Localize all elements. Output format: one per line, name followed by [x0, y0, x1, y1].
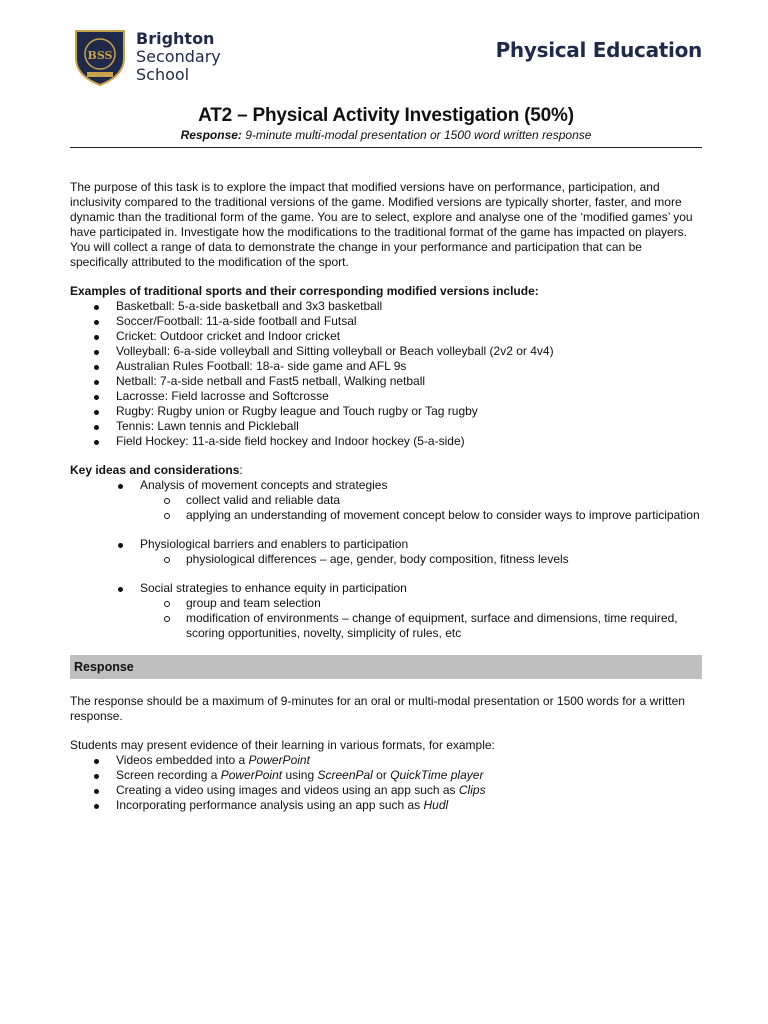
key-idea-title: Analysis of movement concepts and strategies — [140, 478, 388, 492]
school-crest-icon — [73, 28, 127, 86]
list-item: Rugby: Rugby union or Rugby league and Touch rugby or Tag rugby — [70, 404, 702, 419]
key-idea-group — [70, 581, 702, 641]
list-item: Soccer/Football: 11-a-side football and Futsal — [70, 314, 702, 329]
list-item: Tennis: Lawn tennis and Pickleball — [70, 419, 702, 434]
key-idea-group — [70, 478, 702, 523]
list-item: Netball: 7-a-side netball and Fast5 netball, Walking netball — [70, 374, 702, 389]
subtitle-label: Response: — [180, 128, 242, 142]
key-ideas-list — [70, 581, 702, 641]
key-idea-title: Physiological barriers and enablers to participation — [140, 537, 409, 551]
examples-list — [70, 299, 702, 449]
key-ideas-list — [70, 478, 702, 523]
main-content — [70, 180, 702, 813]
school-name-line3: School — [136, 65, 190, 84]
response-paragraph: The response should be a maximum of 9-minutes for an oral or multi-modal presentation or 1500 words for a written response. — [70, 694, 685, 723]
key-ideas-list — [70, 537, 702, 567]
school-name-line1: Brighton — [136, 29, 215, 48]
list-item: Field Hockey: 11-a-side field hockey and Indoor hockey (5-a-side) — [70, 434, 702, 449]
list-item: group and team selection — [140, 596, 702, 611]
key-idea-group — [70, 537, 702, 567]
key-ideas-heading — [70, 463, 702, 478]
department-title: Physical Education — [495, 38, 702, 62]
intro-paragraph: The purpose of this task is to explore the impact that modified versions have on performance, participation, and inclusivity compared to the traditional versions of the game. Modified versions are typically shorter, faster, and more dynamic than the traditional form of the game. You are to select, explore and analyse one of the ‘modified games’ you have participated in. Investigate how the modifications to the traditional format of the game has impacted on players. You will collect a range of data to demonstrate the change in your performance and participation that can be specifically attributed to the modification of the sport. — [70, 180, 693, 269]
list-item: physiological differences – age, gender, body composition, fitness levels — [140, 552, 702, 567]
school-name-line2: Secondary — [136, 47, 221, 66]
key-idea-sublist — [140, 493, 702, 523]
page-header — [70, 28, 702, 90]
key-idea-sublist — [140, 552, 702, 567]
formats-list — [70, 753, 702, 813]
list-item: Screen recording a PowerPoint using ScreenPal or QuickTime player — [70, 768, 702, 783]
key-idea-title: Social strategies to enhance equity in participation — [140, 581, 407, 595]
list-item: Videos embedded into a PowerPoint — [70, 753, 702, 768]
document-subtitle — [70, 128, 702, 143]
list-item: Creating a video using images and videos using an app such as Clips — [70, 783, 702, 798]
school-name — [136, 30, 221, 84]
title-block — [70, 104, 702, 143]
crest-letters: BSS — [87, 49, 113, 62]
document-title: AT2 – Physical Activity Investigation (50%) — [198, 105, 574, 126]
list-item: applying an understanding of movement concept below to consider ways to improve participation — [140, 508, 702, 523]
list-item: Basketball: 5-a-side basketball and 3x3 basketball — [70, 299, 702, 314]
list-item: collect valid and reliable data — [140, 493, 702, 508]
key-ideas-heading-suffix: : — [239, 463, 243, 477]
list-item: Volleyball: 6-a-side volleyball and Sitting volleyball or Beach volleyball (2v2 or 4v4) — [70, 344, 702, 359]
subtitle-text: 9-minute multi-modal presentation or 1500 word written response — [241, 128, 592, 142]
list-item: modification of environments – change of equipment, surface and dimensions, time required, scoring opportunities, novelty, simplicity of rules, etc — [140, 611, 702, 641]
response-section-header: Response — [70, 655, 702, 679]
key-ideas-heading-text: Key ideas and considerations — [70, 463, 240, 477]
list-item: Lacrosse: Field lacrosse and Softcrosse — [70, 389, 702, 404]
examples-heading: Examples of traditional sports and their corresponding modified versions include: — [70, 284, 539, 298]
formats-intro: Students may present evidence of their learning in various formats, for example: — [70, 738, 495, 752]
list-item: Cricket: Outdoor cricket and Indoor cricket — [70, 329, 702, 344]
list-item: Australian Rules Football: 18-a- side game and AFL 9s — [70, 359, 702, 374]
title-divider — [70, 147, 702, 148]
list-item: Incorporating performance analysis using an app such as Hudl — [70, 798, 702, 813]
key-idea-sublist — [140, 596, 702, 641]
